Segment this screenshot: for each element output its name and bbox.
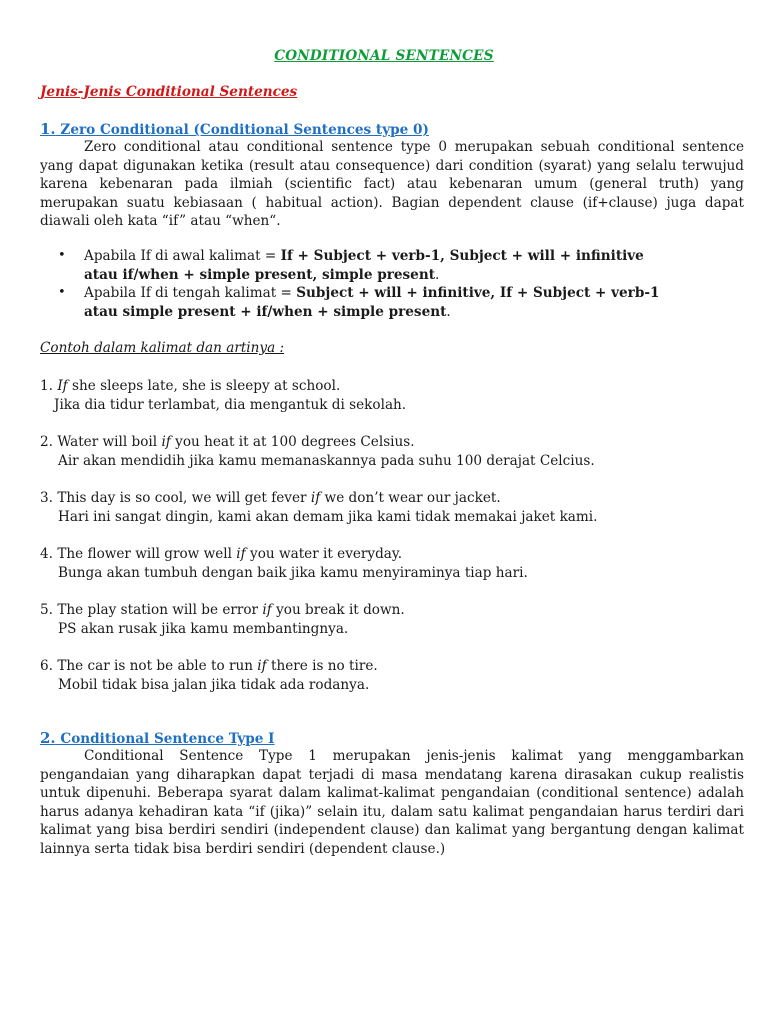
example-if: if (161, 434, 171, 450)
example-translation: Jika dia tidur terlambat, dia mengantuk di sekolah. (54, 396, 407, 413)
formula-lead: Apabila If di tengah kalimat = (84, 285, 297, 301)
section2-paragraph-text: Conditional Sentence Type 1 merupakan jenis-jenis kalimat yang menggambarkan pengandaian yang diharapkan dapat terjadi di masa mendatang karena dirasakan cukup realistis untuk dipenuhi. Beberapa syarat dalam kalimat-kalimat pengandaian (conditional sentence) adalah harus adanya kehadiran kata “if (jika)” selain itu, dalam satu kalimat pengandaian harus terdiri dari kalimat yang bisa berdiri sendiri (independent clause) dan kalimat yang bergantung dengan kalimat lainnya serta tidak bisa berdiri sendiri (dependent clause.) (40, 748, 744, 857)
section1-number: 1. (40, 120, 56, 138)
example-if: If (57, 378, 68, 394)
formula-list (58, 247, 748, 321)
example-translation: Hari ini sangat dingin, kami akan demam jika kami tidak memakai jaket kami. (58, 508, 598, 525)
example-sentence (40, 433, 740, 452)
example-pre: Water will boil (57, 434, 162, 450)
example-item (40, 433, 740, 470)
section1-paragraph-text: Zero conditional atau conditional sentence type 0 merupakan sebuah conditional sentence yang dapat digunakan ketika (result atau consequence) dari condition (syarat) yang selalu terwujud karena kebenaran pada ilmiah (scientific fact) atau kebenaran umum (general truth) yang merupakan suatu kebiasaan ( habitual action). Bagian dependent clause (if+clause) juga dapat diawali oleh kata “if” atau “when“. (40, 139, 744, 229)
example-post: you break it down. (271, 602, 405, 618)
section1-heading-text: Zero Conditional (Conditional Sentences type 0) (55, 122, 429, 138)
example-item (40, 657, 740, 694)
example-translation: Bunga akan tumbuh dengan baik jika kamu menyiraminya tiap hari. (58, 564, 528, 581)
example-translation: Mobil tidak bisa jalan jika tidak ada rodanya. (58, 676, 370, 693)
example-sentence (40, 657, 740, 676)
example-pre: The car is not be able to run (57, 658, 258, 674)
example-if: if (257, 658, 267, 674)
example-number: 2. (40, 434, 53, 450)
example-number: 3. (40, 490, 53, 506)
formula-text: Subject + will + infinitive, If + Subject + verb-1 (296, 285, 660, 301)
example-item (40, 377, 740, 414)
example-post: she sleeps late, she is sleepy at school. (67, 378, 341, 394)
example-sentence (40, 377, 740, 396)
example-translation: PS akan rusak jika kamu membantingnya. (58, 620, 349, 637)
example-item (40, 545, 740, 582)
subtitle: Jenis-Jenis Conditional Sentences (40, 84, 298, 100)
section2-number: 2. (40, 729, 56, 747)
example-post: we don’t wear our jacket. (320, 490, 501, 506)
example-pre: This day is so cool, we will get fever (57, 490, 311, 506)
example-translation: Air akan mendidih jika kamu memanaskannya pada suhu 100 derajat Celcius. (58, 452, 595, 469)
formula-item (58, 247, 748, 284)
example-item (40, 601, 740, 638)
example-label: Contoh dalam kalimat dan artinya : (40, 340, 285, 356)
example-if: if (236, 546, 246, 562)
page-title: CONDITIONAL SENTENCES (274, 48, 494, 64)
example-post: you water it everyday. (245, 546, 403, 562)
example-if: if (262, 602, 272, 618)
formula-item (58, 284, 748, 321)
example-post: you heat it at 100 degrees Celsius. (170, 434, 415, 450)
formula-lead: Apabila If di awal kalimat = (84, 248, 281, 264)
formula-text: If + Subject + verb-1, Subject + will + infinitive (280, 248, 644, 264)
example-number: 6. (40, 658, 53, 674)
example-sentence (40, 489, 740, 508)
bullet-icon: • (58, 285, 66, 300)
formula-tail: . (435, 266, 440, 283)
bullet-icon: • (58, 248, 66, 263)
section2-heading-text: Conditional Sentence Type I (55, 731, 275, 747)
example-if: if (310, 490, 321, 506)
example-sentence (40, 545, 740, 564)
formula-text-alt: atau if/when + simple present, simple present (84, 266, 435, 283)
example-item (40, 489, 740, 526)
section2-paragraph (40, 747, 744, 858)
section1-heading (40, 120, 429, 140)
example-number: 4. (40, 546, 53, 562)
example-sentence (40, 601, 740, 620)
formula-tail: . (446, 303, 451, 320)
formula-text-alt: atau simple present + if/when + simple present (84, 303, 447, 320)
example-number: 1. (40, 378, 53, 394)
example-post: there is no tire. (266, 658, 378, 674)
example-pre: The flower will grow well (57, 546, 237, 562)
example-number: 5. (40, 602, 53, 618)
section2-heading (40, 729, 275, 749)
example-pre: The play station will be error (57, 602, 263, 618)
section1-paragraph (40, 138, 744, 231)
